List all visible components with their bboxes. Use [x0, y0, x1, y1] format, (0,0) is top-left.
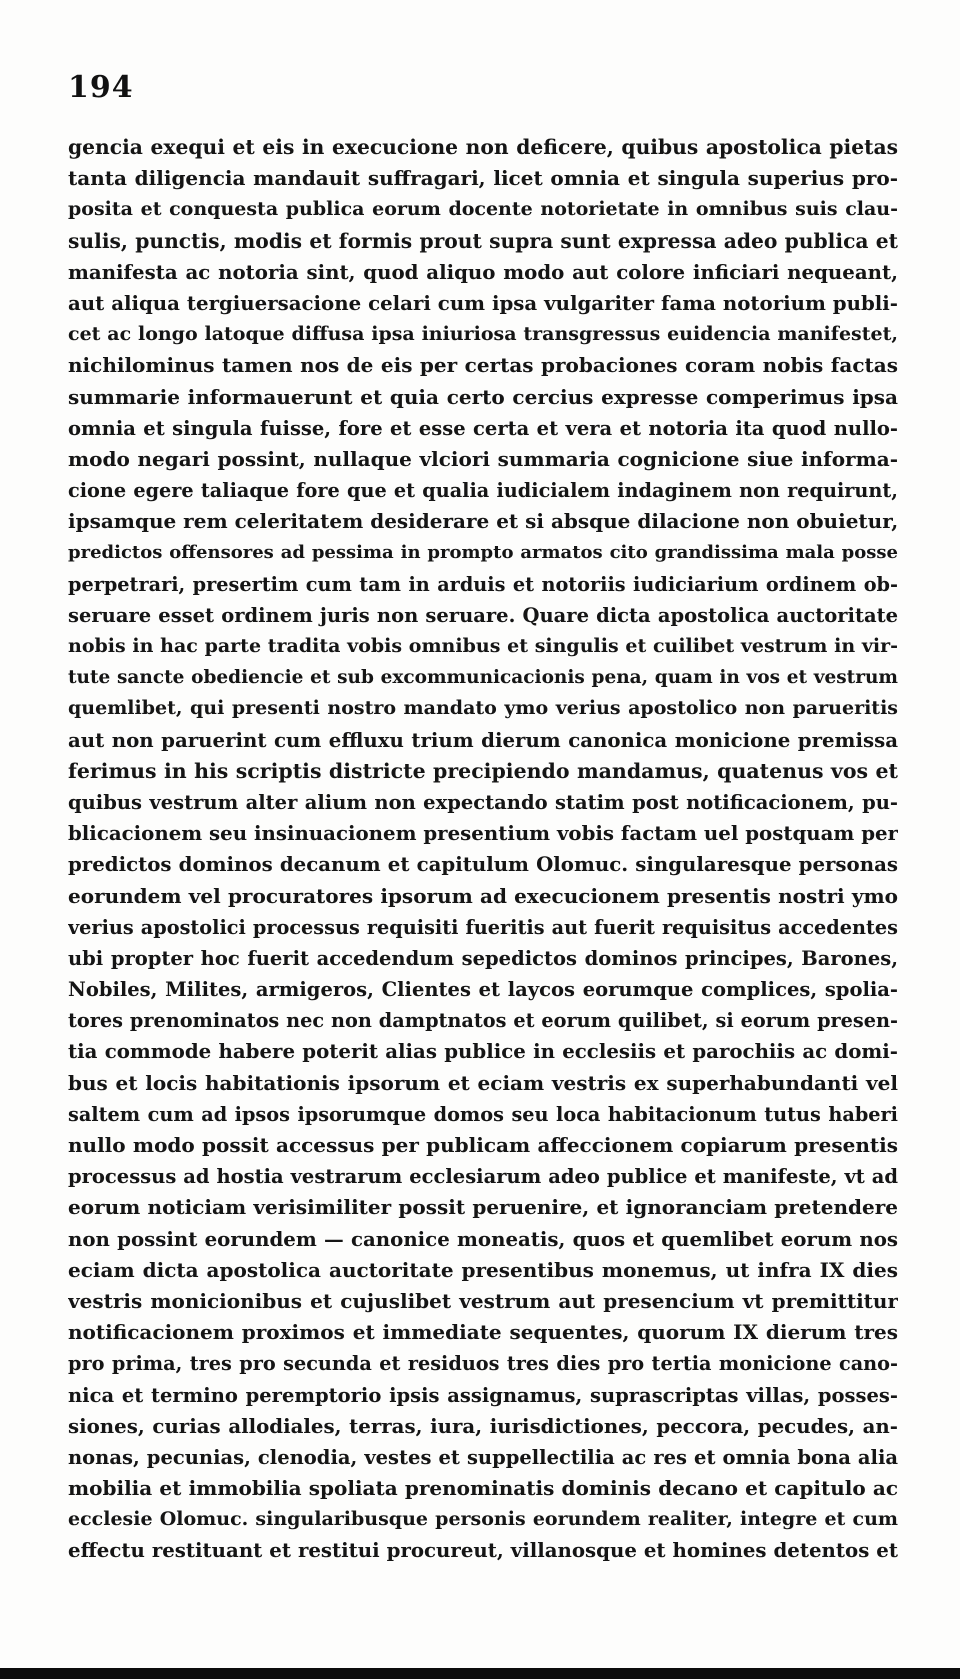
text-line: aut non paruerint cum effluxu trium dierum canonica monicione premissa — [68, 727, 898, 752]
text-line: cet ac longo latoque diffusa ipsa iniuriosa transgressus euidencia manifestet, — [68, 323, 898, 346]
text-line: siones, curias allodiales, terras, iura, iurisdictiones, peccora, pecudes, an- — [68, 1413, 898, 1438]
text-line: ubi propter hoc fuerit accedendum sepedictos dominos principes, Barones, — [68, 946, 898, 970]
text-line: manifesta ac notoria sint, quod aliquo modo aut colore inficiari nequeant, — [68, 259, 898, 284]
text-line: gencia exequi et eis in execucione non deficere, quibus apostolica pietas — [68, 135, 898, 159]
text-line: ipsamque rem celeritatem desiderare et si absque dilacione non obuietur, — [68, 509, 898, 534]
text-line: cione egere taliaque fore que et qualia iudicialem indaginem non requirunt, — [68, 479, 898, 503]
text-line: nullo modo possit accessus per publicam affeccionem copiarum presentis — [68, 1133, 898, 1157]
text-line: saltem cum ad ipsos ipsorumque domos seu loca habitacionum tutus haberi — [68, 1102, 898, 1126]
text-line: processus ad hostia vestrarum ecclesiarum adeo publice et manifeste, vt ad — [68, 1165, 898, 1189]
text-line: Nobiles, Milites, armigeros, Clientes et laycos eorumque complices, spolia- — [68, 978, 898, 1002]
text-line: eorundem vel procuratores ipsorum ad execucionem presentis nostri ymo — [68, 883, 898, 908]
text-line: quemlibet, qui presenti nostro mandato ymo verius apostolico non parueritis — [68, 697, 898, 720]
bottom-scan-edge — [0, 1668, 960, 1679]
text-line: non possint eorundem — canonice moneatis, quos et quemlibet eorum nos — [68, 1226, 898, 1251]
text-line: nobis in hac parte tradita vobis omnibus et singulis et cuilibet vestrum in vir- — [68, 635, 898, 657]
text-line: tute sancte obediencie et sub excommunicacionis pena, quam in vos et vestrum — [68, 667, 898, 689]
text-line: pro prima, tres pro secunda et residuos tres dies pro tertia monicione cano- — [68, 1352, 898, 1376]
text-line: predictos offensores ad pessima in prompto armatos cito grandissima mala posse — [68, 542, 898, 564]
text-line: sulis, punctis, modis et formis prout supra sunt expressa adeo publica et — [68, 228, 898, 253]
text-line: bus et locis habitationis ipsorum et eciam vestris ex superhabundanti vel — [68, 1070, 898, 1095]
text-line: notificacionem proximos et immediate sequentes, quorum IX dierum tres — [68, 1320, 898, 1345]
text-line: predictos dominos decanum et capitulum Olomuc. singularesque personas — [68, 852, 898, 877]
page-number: 194 — [68, 70, 134, 105]
text-line: modo negari possint, nullaque vlciori summaria cognicione siue informa- — [68, 446, 898, 471]
text-line: ecclesie Olomuc. singularibusque personis eorundem realiter, integre et cum — [68, 1508, 898, 1531]
text-line: mobilia et immobilia spoliata prenominatis dominis decano et capitulo ac — [68, 1476, 898, 1501]
text-line: summarie informauerunt et quia certo cercius expresse comperimus ipsa — [68, 384, 898, 409]
text-line: quibus vestrum alter alium non expectando statim post notificacionem, pu- — [68, 790, 898, 814]
text-line: verius apostolici processus requisiti fueritis aut fuerit requisitus accedentes — [68, 915, 898, 939]
body-text — [68, 132, 898, 1567]
text-line: tanta diligencia mandauit suffragari, licet omnia et singula superius pro- — [68, 166, 898, 191]
text-line: effectu restituant et restitui procureut, villanosque et homines detentos et — [68, 1538, 898, 1563]
text-line: seruare esset ordinem juris non seruare. Quare dicta apostolica auctoritate — [68, 603, 898, 627]
text-line: vestris monicionibus et cujuslibet vestrum aut presencium vt premittitur — [68, 1288, 898, 1313]
text-line: nichilominus tamen nos de eis per certas probaciones coram nobis factas — [68, 353, 898, 378]
text-line: ferimus in his scriptis districte precipiendo mandamus, quatenus vos et — [68, 758, 898, 783]
text-line: posita et conquesta publica eorum docente notorietate in omnibus suis clau- — [68, 198, 898, 221]
text-line: nica et termino peremptorio ipsis assignamus, suprascriptas villas, posses- — [68, 1383, 898, 1407]
text-line: eorum noticiam verisimiliter possit peruenire, et ignoranciam pretendere — [68, 1195, 898, 1220]
text-line: tia commode habere poterit alias publice in ecclesiis et parochiis ac domi- — [68, 1039, 898, 1064]
text-line: blicacionem seu insinuacionem presentium vobis factam uel postquam per — [68, 821, 898, 846]
text-line: tores prenominatos nec non damptnatos et eorum quilibet, si eorum presen- — [68, 1009, 898, 1033]
text-line: omnia et singula fuisse, fore et esse certa et vera et notoria ita quod nullo- — [68, 416, 898, 440]
text-line: aut aliqua tergiuersacione celari cum ipsa vulgariter fama notorium publi- — [68, 290, 898, 315]
text-line: nonas, pecunias, clenodia, vestes et suppellectilia ac res et omnia bona alia — [68, 1445, 898, 1469]
text-line: perpetrari, presertim cum tam in arduis et notoriis iudiciarium ordinem ob- — [68, 572, 898, 596]
text-line: eciam dicta apostolica auctoritate presentibus monemus, ut infra IX dies — [68, 1257, 898, 1282]
